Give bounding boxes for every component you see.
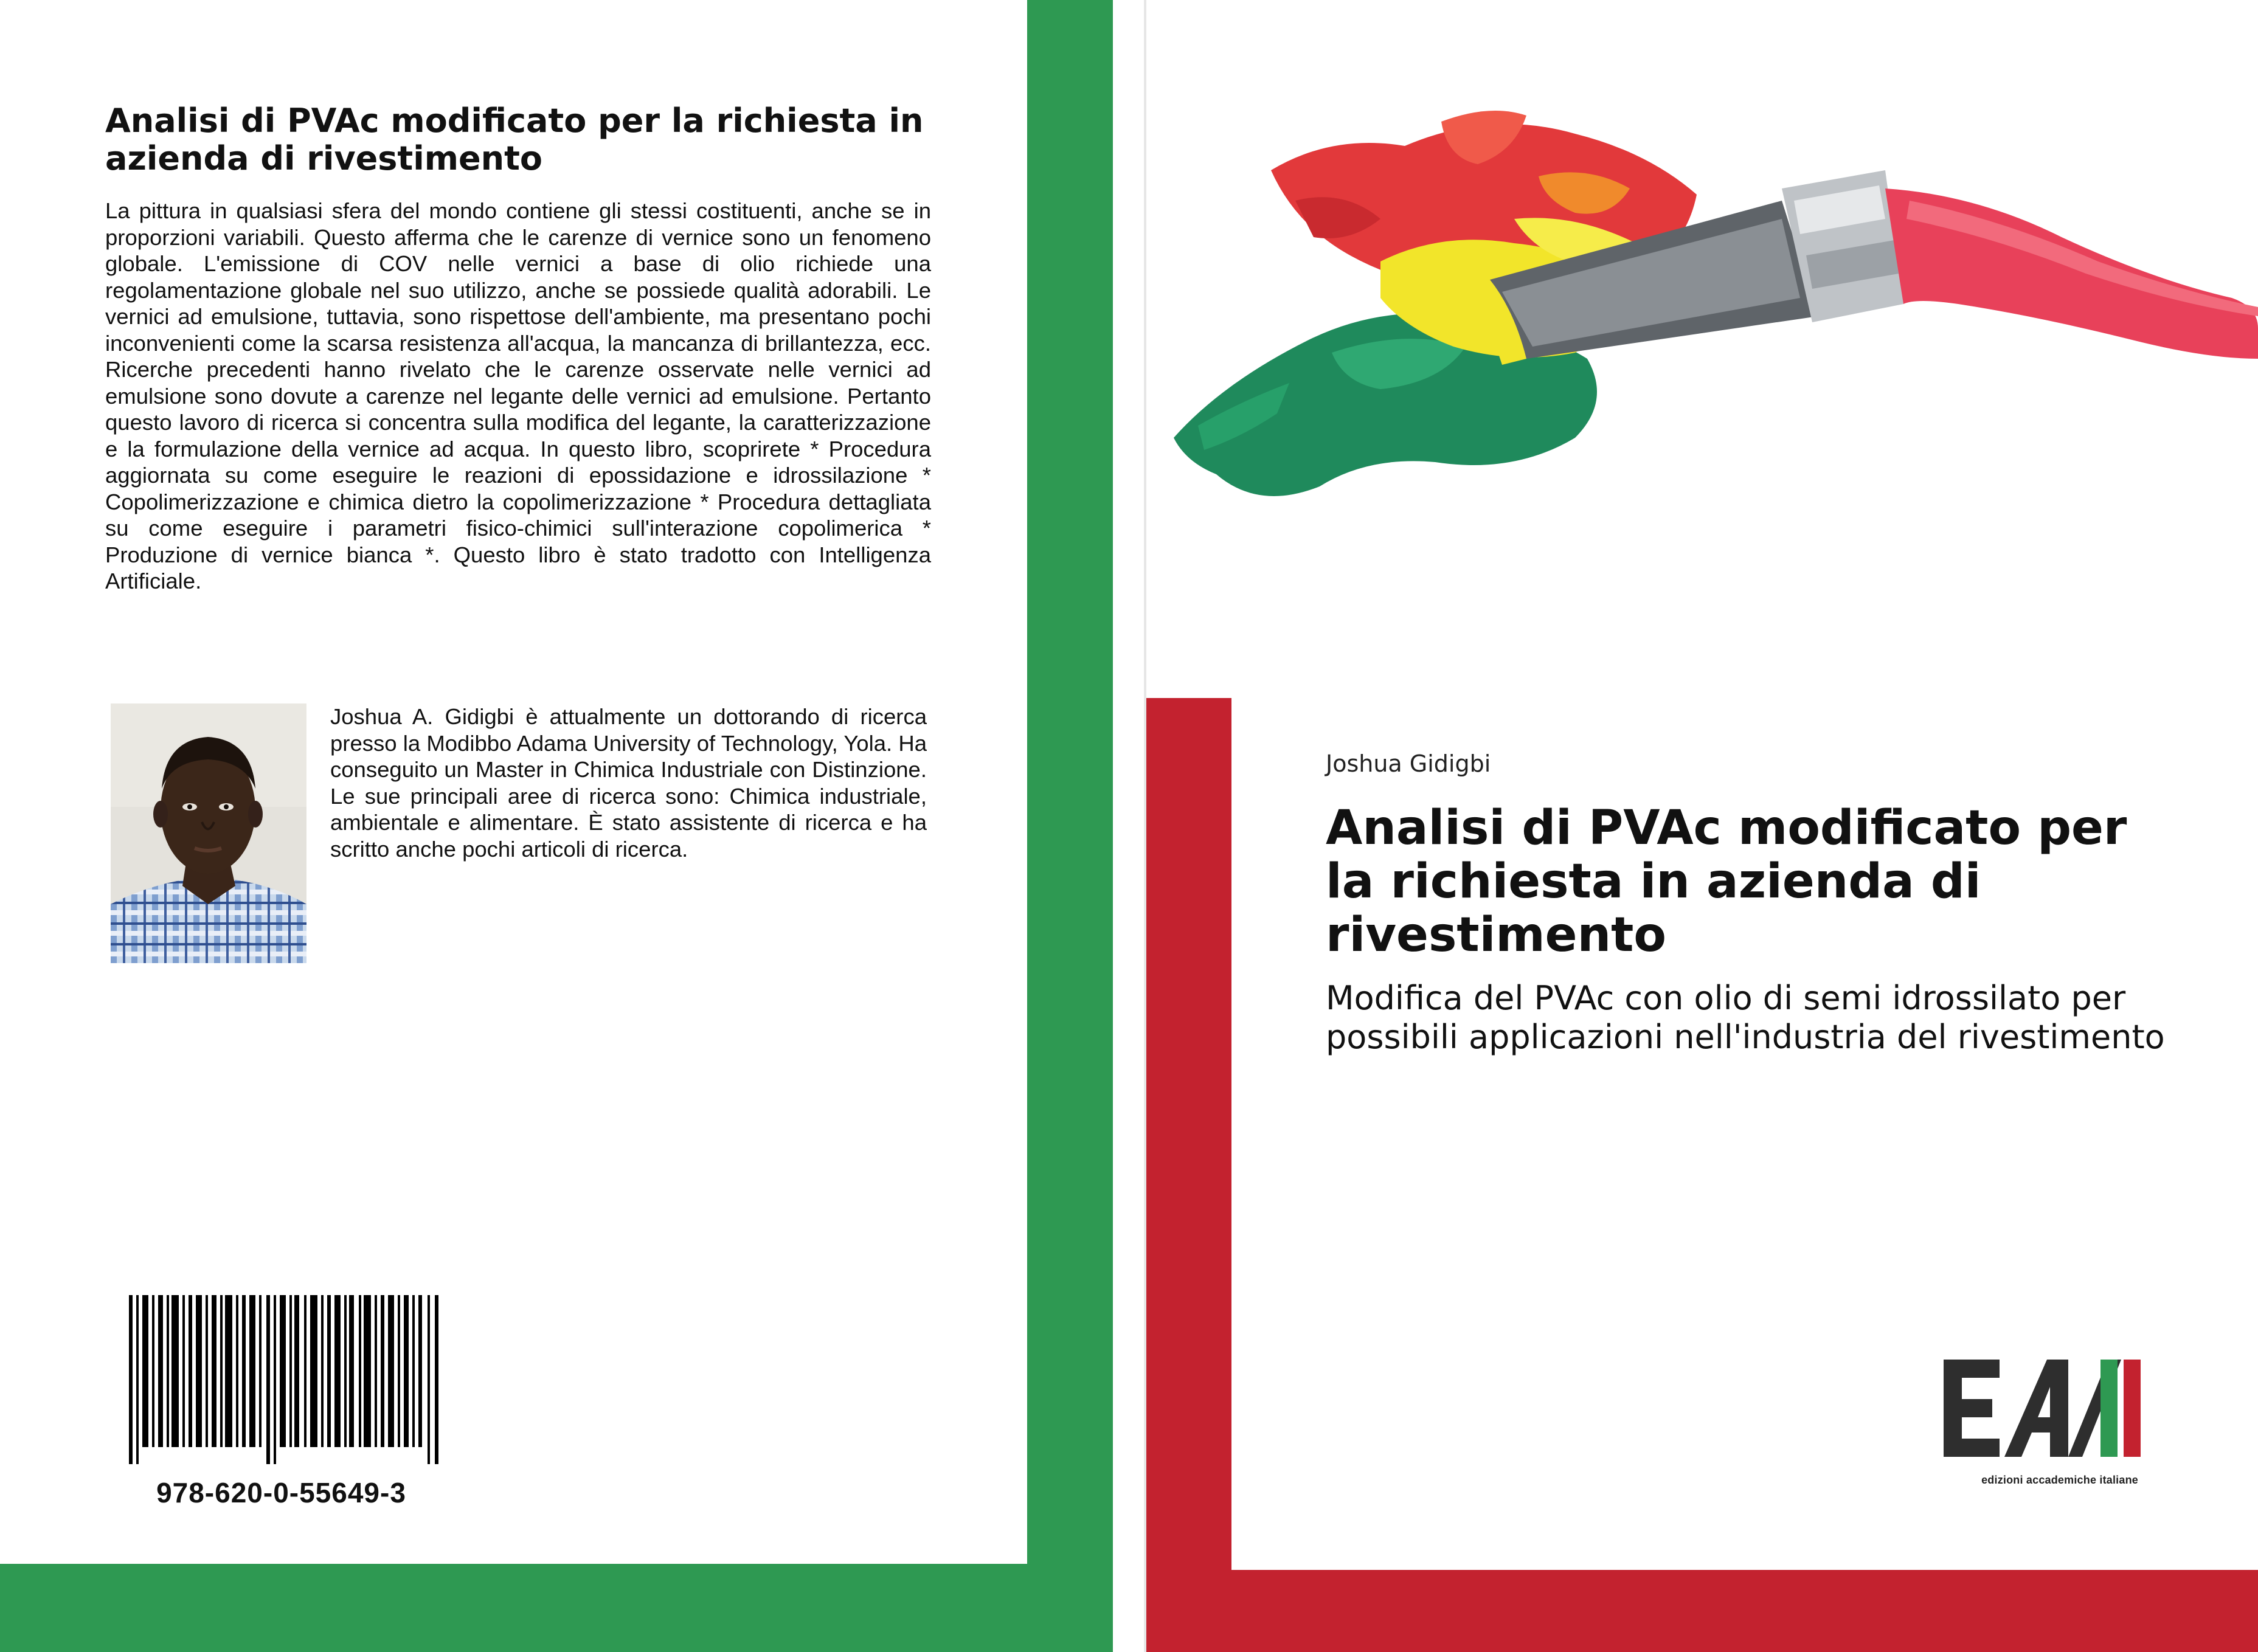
front-author-name: Joshua Gidigbi [1326,750,1491,777]
front-cover-title: Analisi di PVAc modificato per la richiesta in azienda di rivestimento [1326,801,2127,963]
back-green-bottom-band [0,1564,1113,1652]
back-cover-blurb: La pittura in qualsiasi sfera del mondo contiene gli stessi costituenti, anche se in proporzioni variabili. Questo afferma che le carenze di vernice sono un fenomeno globale. L'emissione di COV nelle vernici a base di olio richiede una regolamentazione globale nel suo utilizzo, anche se possiede qualità adorabili. Le vernici ad emulsione, tuttavia, sono rispettose dell'ambiente, ma presentano pochi inconvenienti come la scarsa resistenza all'acqua, la mancanza di brillantezza, ecc. Ricerche precedenti hanno rivelato che le carenze osservate nelle vernici ad emulsione sono dovute a carenze nel legante delle vernici ad emulsione. Pertanto questo lavoro di ricerca si concentra sulla modifica del legante, la caratterizzazione e la formulazione della vernice ad acqua. In questo libro, scoprirete * Procedura aggiornata su come eseguire le reazioni di epossidazione e idrossilazione * Copolimerizzazione e chimica dietro la copolimerizzazione * Procedura dettagliata su come eseguire i parametri fisico-chimici sull'interazione copolimerica * Produzione di vernice bianca *. Questo libro è stato tradotto con Intelligenza Artificiale. [105,198,931,593]
paintbrush-illustration [1149,97,2258,523]
barcode-icon [129,1295,441,1464]
author-bio: Joshua A. Gidigbi è attualmente un dottorando di ricerca presso la Modibbo Adama University of Technology, Yola. Ha conseguito un Master in Chimica Industriale con Distinzione. Le sue principali aree di ricerca sono: Chimica industriale, ambientale e alimentare. È stato assistente di ricerca e ha scritto anche pochi articoli di ricerca. [330,704,927,862]
front-cover-subtitle: Modifica del PVAc con olio di semi idrossilato per possibili applicazioni nell'industria del rivestimento [1326,979,2165,1056]
isbn-number: 978-620-0-55649-3 [156,1477,406,1509]
spine-green-band [1027,0,1113,1652]
front-red-bottom-band [1146,1570,2258,1652]
author-photo [111,703,306,963]
publisher-name: edizioni accademiche italiane [1981,1474,2138,1486]
publisher-logo-icon [1944,1360,2144,1457]
front-red-left-band [1146,698,1231,1652]
back-cover-title: Analisi di PVAc modificato per la richiesta in azienda di rivestimento [105,102,924,178]
spine-gap [1113,0,1146,1652]
